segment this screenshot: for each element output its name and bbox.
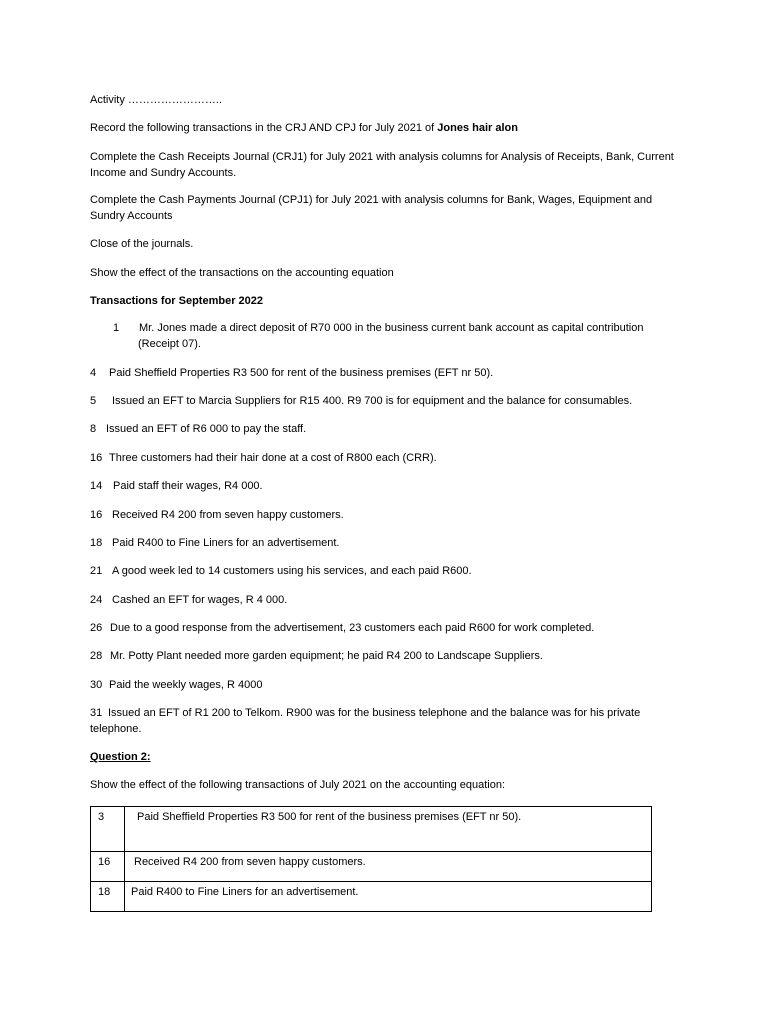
transaction-day: 8 xyxy=(90,423,97,435)
transaction-row xyxy=(113,320,683,352)
table-cell-description: Paid R400 to Fine Liners for an advertisement. xyxy=(125,882,652,912)
equation-instruction: Show the effect of the transactions on the accounting equation xyxy=(90,267,394,279)
table-cell-description: Received R4 200 from seven happy customers. xyxy=(125,852,652,882)
transaction-text: Issued an EFT of R1 200 to Telkom. R900 was for the business telephone and the balance was for his private telephone. xyxy=(90,707,641,735)
transaction-text: Mr. Potty Plant needed more garden equipment; he paid R4 200 to Landscape Suppliers. xyxy=(110,650,543,662)
transaction-text: Cashed an EFT for wages, R 4 000. xyxy=(112,594,288,606)
transaction-row xyxy=(90,620,690,636)
transaction-day: 31 xyxy=(90,707,103,719)
transaction-text: Mr. Jones made a direct deposit of R70 000 in the business current bank account as capital contribution xyxy=(139,322,644,334)
transaction-day: 14 xyxy=(90,480,103,492)
transaction-text: Issued an EFT to Marcia Suppliers for R15 400. R9 700 is for equipment and the balance for consumables. xyxy=(112,395,633,407)
transaction-row xyxy=(90,421,690,437)
transaction-text: Paid Sheffield Properties R3 500 for rent of the business premises (EFT nr 50). xyxy=(109,367,494,379)
transaction-row xyxy=(90,705,670,737)
transaction-text: Issued an EFT of R6 000 to pay the staff. xyxy=(106,423,307,435)
table-cell-day: 16 xyxy=(91,852,125,882)
transaction-row xyxy=(90,507,690,523)
transaction-day: 1 xyxy=(113,322,120,334)
table-row xyxy=(91,807,652,852)
table-cell-description: Paid Sheffield Properties R3 500 for rent of the business premises (EFT nr 50). xyxy=(125,807,652,852)
transaction-day: 16 xyxy=(90,452,103,464)
question2-heading: Question 2: xyxy=(90,751,151,763)
table-row xyxy=(91,882,652,912)
business-name: Jones hair alon xyxy=(437,122,518,134)
transaction-day: 16 xyxy=(90,509,103,521)
transaction-text: Paid the weekly wages, R 4000 xyxy=(109,679,263,691)
crj-instruction: Complete the Cash Receipts Journal (CRJ1) for July 2021 with analysis columns for Analysis of Receipts, Bank, Current Income and Sundry Accounts. xyxy=(90,151,674,179)
transaction-text: Three customers had their hair done at a cost of R800 each (CRR). xyxy=(109,452,437,464)
transaction-day: 26 xyxy=(90,622,103,634)
transaction-row xyxy=(90,365,690,381)
transaction-row xyxy=(90,535,690,551)
record-instruction xyxy=(90,120,680,136)
transaction-row xyxy=(90,592,690,608)
transaction-row xyxy=(90,478,690,494)
transaction-text-continued: (Receipt 07). xyxy=(138,338,201,350)
transaction-row xyxy=(90,450,690,466)
question2-table xyxy=(90,806,652,912)
transaction-row xyxy=(90,648,690,664)
close-instruction: Close of the journals. xyxy=(90,238,194,250)
transaction-day: 18 xyxy=(90,537,103,549)
transaction-text: Paid staff their wages, R4 000. xyxy=(113,480,263,492)
table-row xyxy=(91,852,652,882)
question2-instruction: Show the effect of the following transactions of July 2021 on the accounting equation: xyxy=(90,779,506,791)
transaction-day: 24 xyxy=(90,594,103,606)
transaction-row xyxy=(90,677,690,693)
transaction-row xyxy=(90,393,690,409)
transaction-text: Paid R400 to Fine Liners for an advertisement. xyxy=(112,537,340,549)
cpj-instruction: Complete the Cash Payments Journal (CPJ1) for July 2021 with analysis columns for Bank, Wages, Equipment and Sundry Accounts xyxy=(90,194,653,222)
transaction-day: 4 xyxy=(90,367,97,379)
transactions-heading: Transactions for September 2022 xyxy=(90,295,264,307)
transaction-day: 21 xyxy=(90,565,103,577)
transaction-day: 28 xyxy=(90,650,103,662)
transaction-text: Received R4 200 from seven happy customers. xyxy=(112,509,344,521)
transaction-text: Due to a good response from the advertisement, 23 customers each paid R600 for work completed. xyxy=(110,622,595,634)
record-instruction-text: Record the following transactions in the CRJ AND CPJ for July 2021 of xyxy=(90,122,438,134)
activity-label: Activity …………………….. xyxy=(90,94,223,106)
table-cell-day: 18 xyxy=(91,882,125,912)
transaction-day: 5 xyxy=(90,395,97,407)
transaction-day: 30 xyxy=(90,679,103,691)
transaction-row xyxy=(90,563,690,579)
transaction-text: A good week led to 14 customers using his services, and each paid R600. xyxy=(112,565,472,577)
table-cell-day: 3 xyxy=(91,807,125,852)
